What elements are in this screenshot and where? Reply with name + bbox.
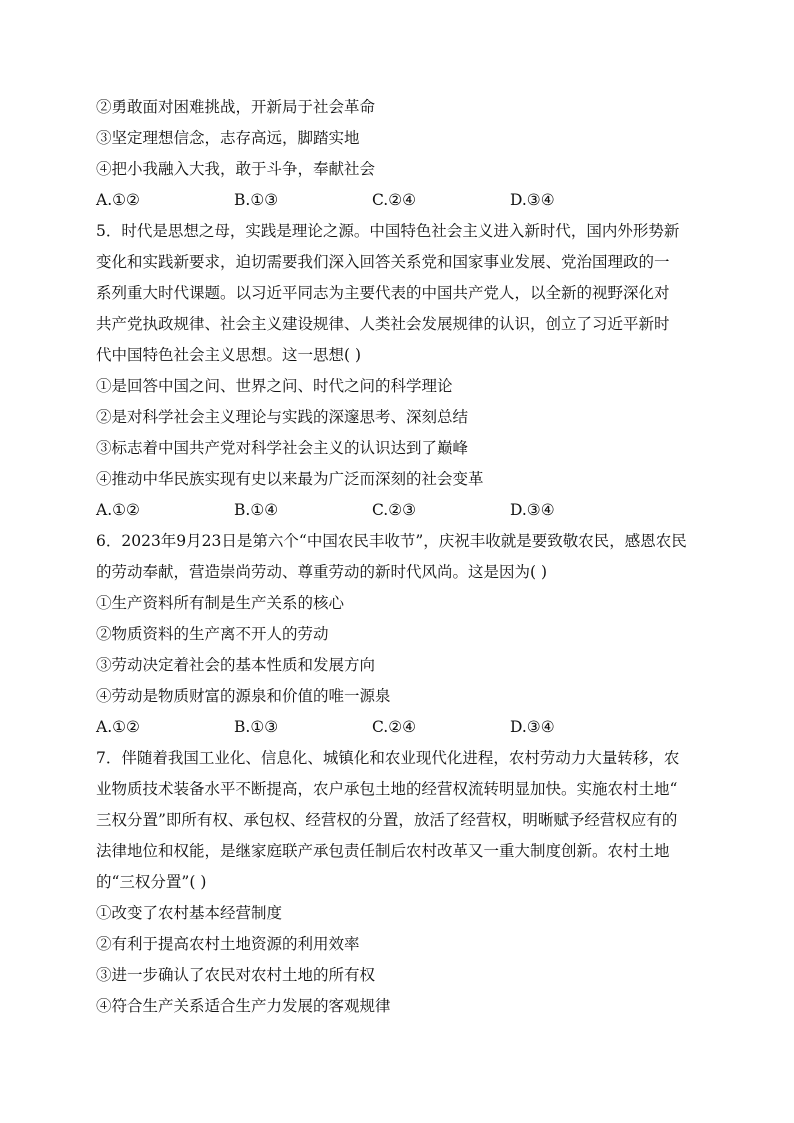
question-stem-line: 代中国特色社会主义思想。这一思想( ): [96, 346, 362, 364]
answer-choice-c: C.②④: [372, 191, 417, 209]
answer-choice-d: D.③④: [510, 501, 555, 519]
answer-choice-b: B.①③: [234, 718, 279, 736]
question-stem-line: 7．伴随着我国工业化、信息化、城镇化和农业现代化进程，农村劳动力大量转移，农: [96, 749, 680, 767]
option-item: ④把小我融入大我，敢于斗争，奉献社会: [96, 160, 376, 178]
option-item: ①是回答中国之问、世界之问、时代之问的科学理论: [96, 377, 453, 395]
option-item: ②物质资料的生产离不开人的劳动: [96, 625, 329, 643]
option-item: ②有利于提高农村土地资源的利用效率: [96, 935, 360, 953]
option-item: ②是对科学社会主义理论与实践的深邃思考、深刻总结: [96, 408, 469, 426]
option-item: ④推动中华民族实现有史以来最为广泛而深刻的社会变革: [96, 470, 484, 488]
option-item: ③标志着中国共产党对科学社会主义的认识达到了巅峰: [96, 439, 469, 457]
option-item: ③劳动决定着社会的基本性质和发展方向: [96, 656, 376, 674]
answer-choice-a: A.①②: [96, 191, 140, 209]
question-stem-line: 变化和实践新要求，迫切需要我们深入回答关系党和国家事业发展、党治国理政的一: [96, 253, 670, 271]
answer-choice-a: A.①②: [96, 718, 140, 736]
answer-choice-c: C.②③: [372, 501, 417, 519]
option-item: ③坚定理想信念，志存高远，脚踏实地: [96, 129, 360, 147]
question-stem-line: 三权分置”即所有权、承包权、经营权的分置，放活了经营权，明晰赋予经营权应有的: [96, 811, 678, 829]
question-content: [96, 92, 706, 1022]
question-stem-line: 共产党执政规律、社会主义建设规律、人类社会发展规律的认识，创立了习近平新时: [96, 315, 670, 333]
answer-choice-a: A.①②: [96, 501, 140, 519]
question-stem-line: 系列重大时代课题。以习近平同志为主要代表的中国共产党人，以全新的视野深化对: [96, 284, 670, 302]
question-4-remaining-options: [96, 92, 706, 185]
question-stem-line: 的劳动奉献，营造崇尚劳动、尊重劳动的新时代风尚。这是因为( ): [96, 563, 548, 581]
answer-choice-b: B.①④: [234, 501, 279, 519]
question-stem-line: 的“三权分置”( ): [96, 873, 207, 891]
answer-choice-b: B.①③: [234, 191, 279, 209]
question-stem-line: 法律地位和权能，是继家庭联产承包责任制后农村改革又一重大制度创新。农村土地: [96, 842, 670, 860]
answer-choice-d: D.③④: [510, 191, 555, 209]
question-6: [96, 526, 706, 743]
option-item: ③进一步确认了农民对农村土地的所有权: [96, 966, 376, 984]
option-item: ①生产资料所有制是生产关系的核心: [96, 594, 345, 612]
question-5-answer-choices: [96, 495, 706, 526]
option-item: ④劳动是物质财富的源泉和价值的唯一源泉: [96, 687, 391, 705]
question-4-answer-choices: [96, 185, 706, 216]
option-item: ②勇敢面对困难挑战，开新局于社会革命: [96, 98, 376, 116]
option-item: ④符合生产关系适合生产力发展的客观规律: [96, 997, 391, 1015]
question-6-answer-choices: [96, 712, 706, 743]
answer-choice-d: D.③④: [510, 718, 555, 736]
answer-choice-c: C.②④: [372, 718, 417, 736]
option-item: ①改变了农村基本经营制度: [96, 904, 283, 922]
question-stem-line: 业物质技术装备水平不断提高，农户承包土地的经营权流转明显加快。实施农村土地“: [96, 780, 678, 798]
question-5: [96, 216, 706, 526]
question-7: [96, 743, 706, 1022]
question-stem-line: 5．时代是思想之母，实践是理论之源。中国特色社会主义进入新时代，国内外形势新: [96, 222, 680, 240]
question-stem-line: 6．2023年9月23日是第六个“中国农民丰收节”，庆祝丰收就是要致敬农民，感恩农民: [96, 532, 687, 550]
